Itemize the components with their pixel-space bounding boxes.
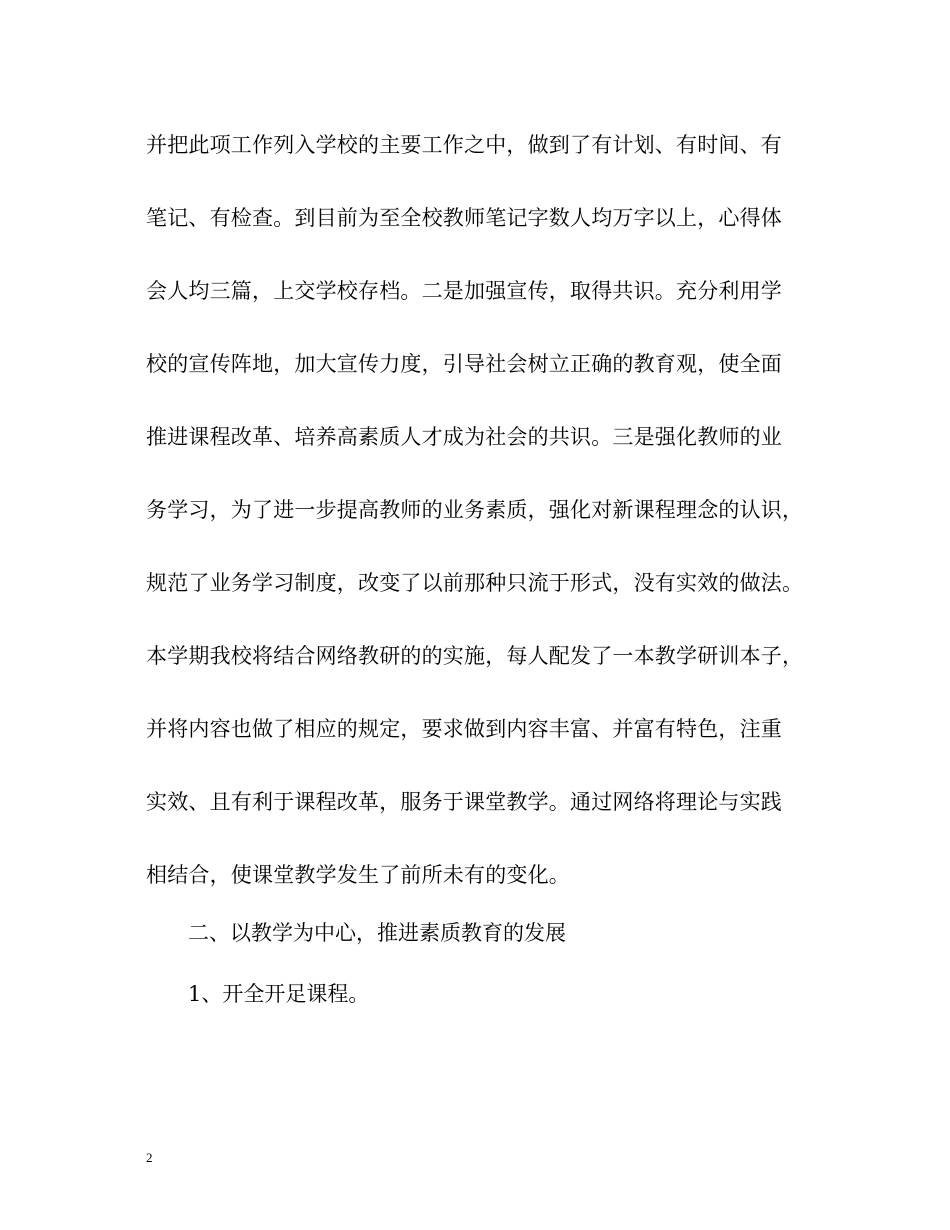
body-line-5: 推进课程改革、培养高素质人才成为社会的共识。三是强化教师的业 <box>146 425 782 449</box>
body-line-10: 实效、且有利于课程改革，服务于课堂教学。通过网络将理论与实践 <box>146 790 782 814</box>
page-number: 2 <box>146 1150 153 1165</box>
body-line-11: 相结合，使课堂教学发生了前所未有的变化。 <box>146 863 570 887</box>
section-heading: 二、以教学为中心，推进素质教育的发展 <box>188 921 566 945</box>
body-line-4: 校的宣传阵地，加大宣传力度，引导社会树立正确的教育观，使全面 <box>146 352 782 376</box>
body-line-9: 并将内容也做了相应的规定，要求做到内容丰富、并富有特色，注重 <box>146 717 782 741</box>
body-line-7: 规范了业务学习制度，改变了以前那种只流于形式，没有实效的做法。 <box>146 571 804 595</box>
body-line-2: 笔记、有检查。到目前为至全校教师笔记字数人均万字以上，心得体 <box>146 206 782 230</box>
body-line-6: 务学习，为了进一步提高教师的业务素质，强化对新课程理念的认识， <box>146 498 804 522</box>
subsection-heading: 1、开全开足课程。 <box>188 982 370 1006</box>
body-line-1: 并把此项工作列入学校的主要工作之中，做到了有计划、有时间、有 <box>146 133 782 157</box>
body-line-3: 会人均三篇，上交学校存档。二是加强宣传，取得共识。充分利用学 <box>146 279 782 303</box>
body-line-8: 本学期我校将结合网络教研的的实施，每人配发了一本教学研训本子， <box>146 644 804 668</box>
